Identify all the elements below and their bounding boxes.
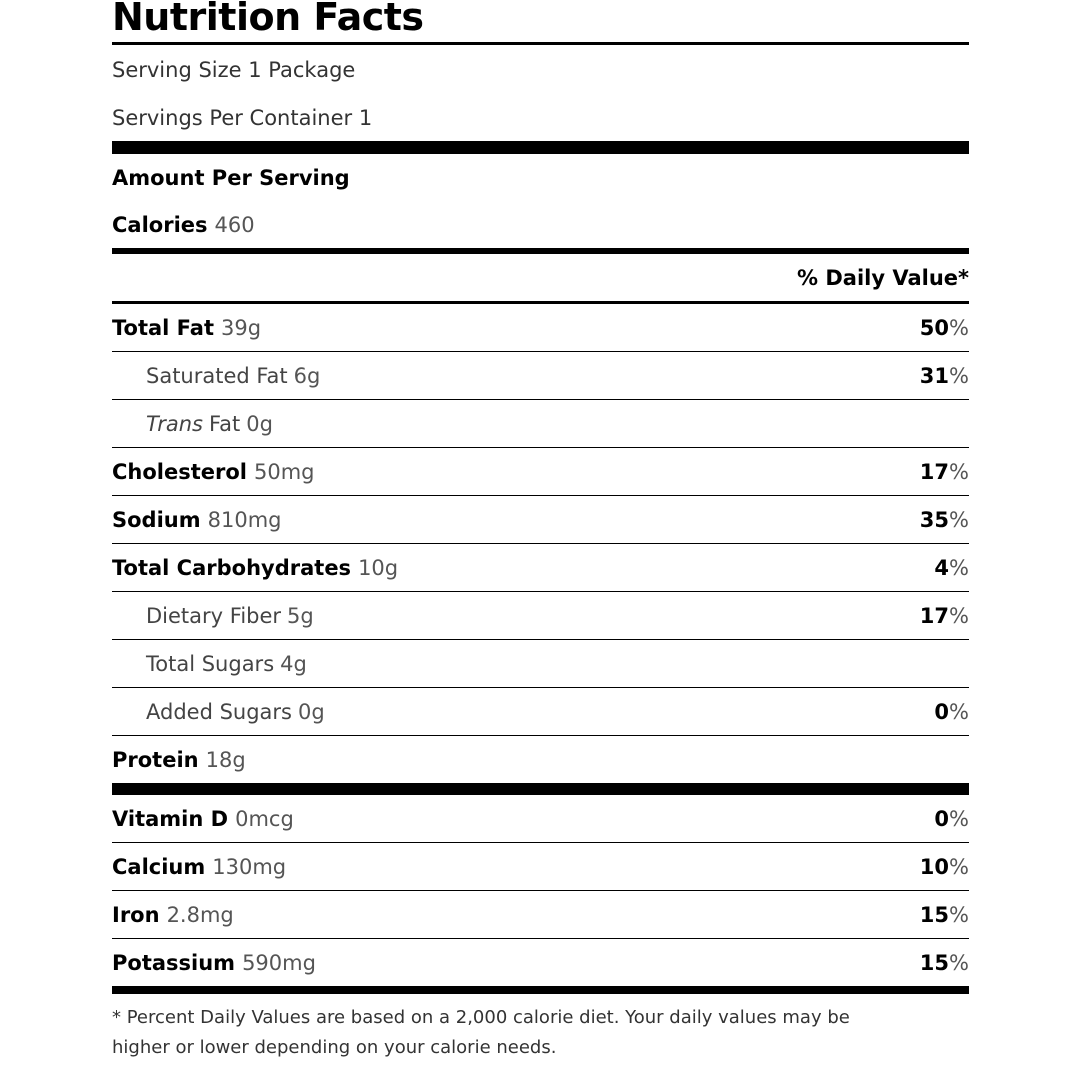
- vitamin-amount: 2.8mg: [166, 902, 234, 927]
- nutrient-name: Protein: [112, 747, 199, 772]
- nutrient-daily-value: 17: [919, 603, 950, 628]
- label-title: Nutrition Facts: [112, 0, 424, 39]
- nutrition-facts-label: [112, 0, 969, 1063]
- nutrient-row-total-fat: [112, 304, 969, 351]
- percent-sign: %: [949, 854, 969, 879]
- vitamin-row-calcium: [112, 843, 969, 890]
- nutrient-name: Sodium: [112, 507, 201, 532]
- nutrient-name: Total Fat: [112, 315, 215, 340]
- nutrient-daily-value: 31: [919, 363, 950, 388]
- vitamin-amount: 130mg: [212, 854, 287, 879]
- nutrient-name: Total Sugars: [146, 651, 275, 676]
- nutrient-amount: 18g: [205, 747, 246, 772]
- footnote: [112, 1003, 969, 1063]
- nutrient-row-total-sugars: [112, 640, 969, 687]
- footnote-divider: [112, 986, 969, 994]
- nutrient-name: Saturated Fat: [146, 363, 288, 388]
- nutrient-amount: 6g: [293, 363, 321, 388]
- nutrient-amount: 39g: [221, 315, 262, 340]
- nutrient-name: Added Sugars: [146, 699, 292, 724]
- vitamin-amount: 0mcg: [235, 806, 294, 831]
- nutrient-amount: 50mg: [254, 459, 315, 484]
- nutrient-row-total-carbohydrates: [112, 544, 969, 591]
- percent-sign: %: [949, 806, 969, 831]
- percent-sign: %: [949, 902, 969, 927]
- percent-sign: %: [949, 603, 969, 628]
- amount-per-serving: Amount Per Serving: [112, 165, 350, 190]
- vitamin-name: Potassium: [112, 950, 236, 975]
- nutrient-row-added-sugars: [112, 688, 969, 735]
- percent-sign: %: [949, 459, 969, 484]
- percent-sign: %: [949, 555, 969, 580]
- vitamins-divider: [112, 783, 969, 795]
- vitamin-row-potassium: [112, 939, 969, 986]
- nutrient-amount: 4g: [280, 651, 307, 676]
- vitamin-name: Vitamin D: [112, 806, 229, 831]
- nutrient-name: Cholesterol: [112, 459, 247, 484]
- nutrient-amount: 5g: [287, 603, 314, 628]
- percent-sign: %: [949, 363, 969, 388]
- nutrient-daily-value: 50: [919, 315, 950, 340]
- nutrient-name: Total Carbohydrates: [112, 555, 352, 580]
- vitamin-amount: 590mg: [242, 950, 316, 975]
- servings-per-container: Servings Per Container 1: [112, 105, 373, 130]
- nutrient-amount: 0g: [246, 411, 273, 436]
- nutrient-name: Dietary Fiber: [146, 603, 282, 628]
- nutrient-row-protein: [112, 736, 969, 783]
- footnote-line-1: * Percent Daily Values are based on a 2,000 calorie diet. Your daily values may be: [112, 1007, 850, 1028]
- vitamin-name: Iron: [112, 902, 160, 927]
- percent-sign: %: [949, 699, 969, 724]
- nutrient-amount: 810mg: [207, 507, 282, 532]
- vitamin-daily-value: 10: [919, 854, 950, 879]
- vitamin-name: Calcium: [112, 854, 206, 879]
- nutrient-daily-value: 4: [934, 555, 950, 580]
- nutrient-daily-value: 0: [934, 699, 950, 724]
- percent-sign: %: [949, 950, 969, 975]
- nutrient-name-italic: Trans: [146, 411, 203, 436]
- nutrient-amount: 10g: [358, 555, 399, 580]
- footnote-line-2: higher or lower depending on your calorie needs.: [112, 1037, 557, 1058]
- nutrient-daily-value: 17: [919, 459, 950, 484]
- vitamin-daily-value: 15: [919, 902, 950, 927]
- nutrient-name: Fat: [208, 411, 241, 436]
- calories-row: [112, 201, 969, 248]
- nutrient-daily-value: 35: [919, 507, 950, 532]
- vitamin-row-vitamin-d: [112, 795, 969, 842]
- percent-sign: %: [949, 507, 969, 532]
- calories-label: Calories: [112, 212, 208, 237]
- vitamin-row-iron: [112, 891, 969, 938]
- nutrient-row-sodium: [112, 496, 969, 543]
- nutrient-row-cholesterol: [112, 448, 969, 495]
- serving-divider: [112, 141, 969, 154]
- nutrient-row-trans-fat: [112, 400, 969, 447]
- serving-size: Serving Size 1 Package: [112, 57, 356, 82]
- calories-value: 460: [214, 212, 255, 237]
- daily-value-header: % Daily Value*: [797, 265, 969, 290]
- nutrient-amount: 0g: [298, 699, 325, 724]
- nutrient-row-dietary-fiber: [112, 592, 969, 639]
- vitamin-daily-value: 0: [934, 806, 950, 831]
- vitamin-daily-value: 15: [919, 950, 950, 975]
- percent-sign: %: [949, 315, 969, 340]
- nutrient-row-saturated-fat: [112, 352, 969, 399]
